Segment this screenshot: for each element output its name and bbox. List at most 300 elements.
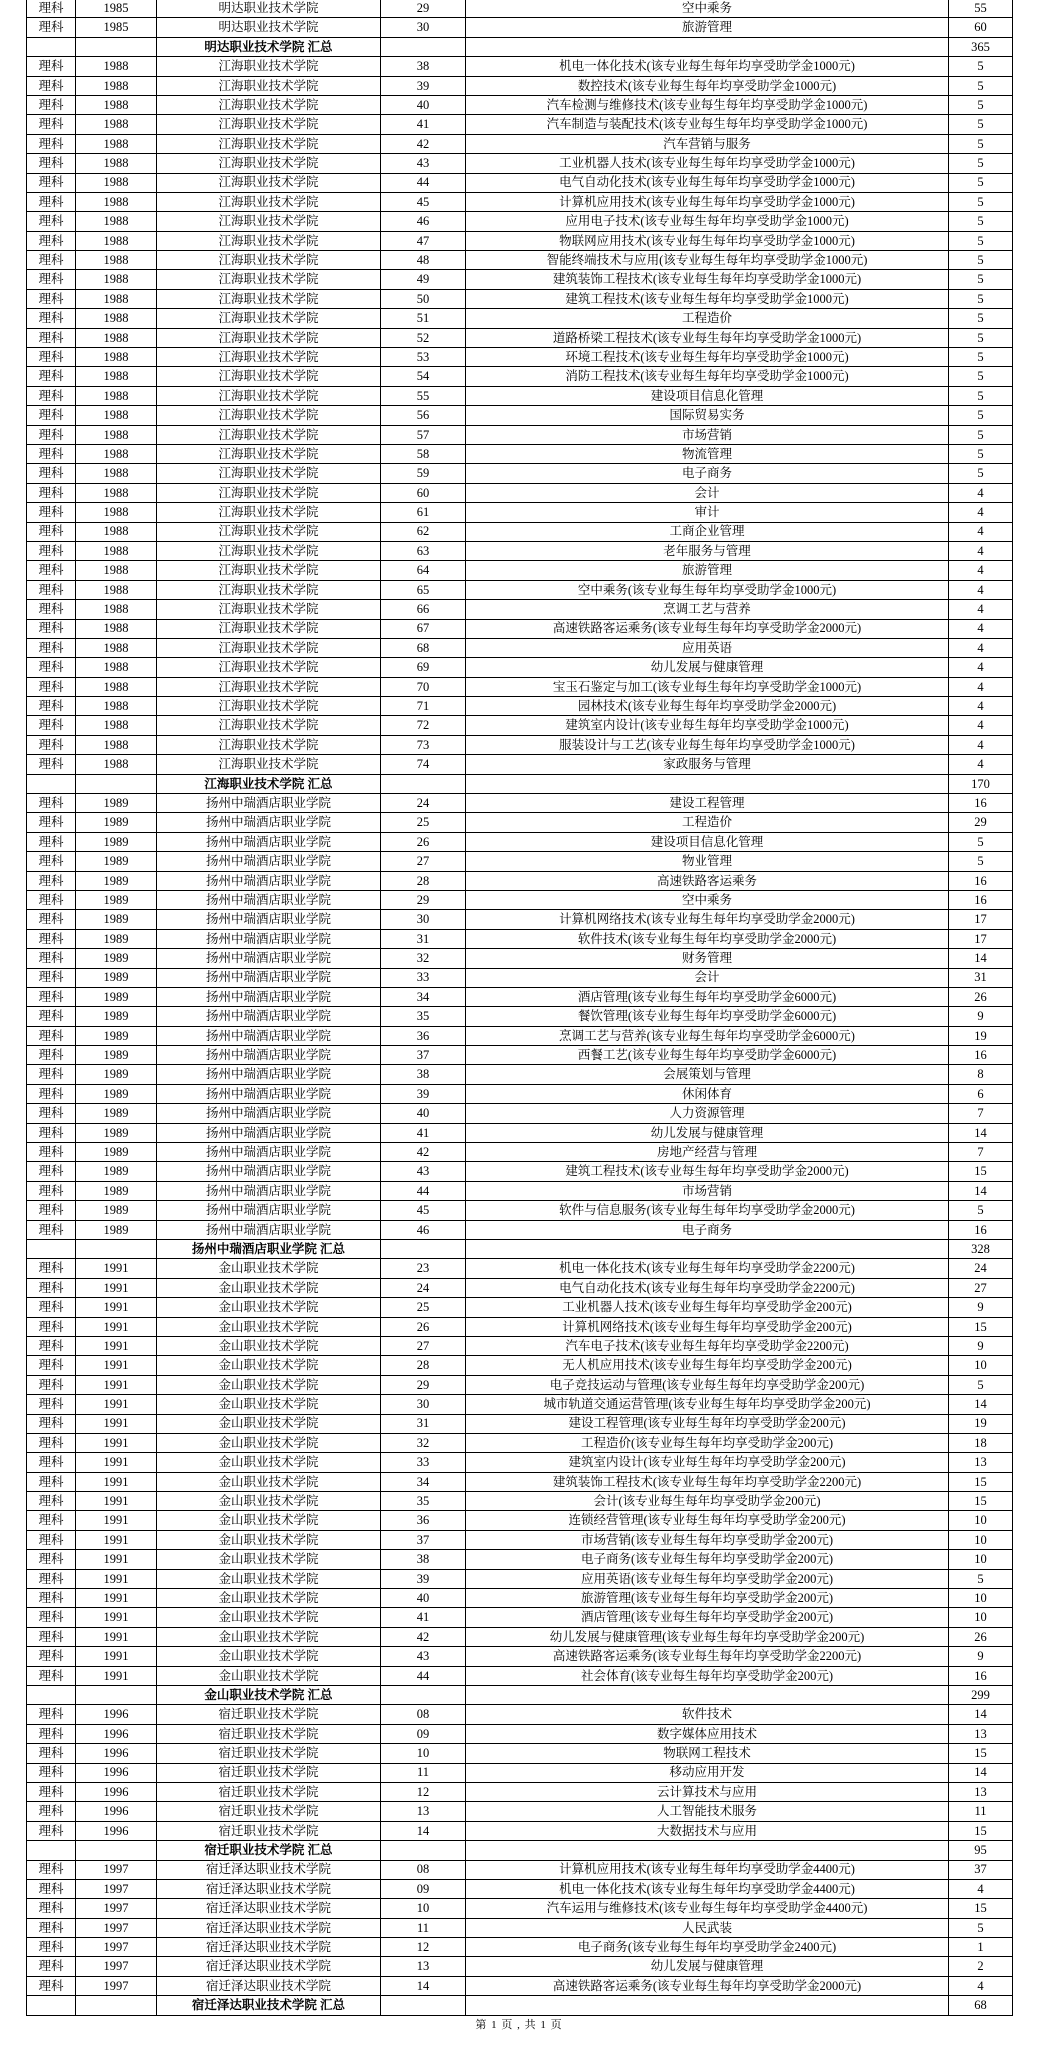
major-cell xyxy=(466,1996,949,2015)
college-cell: 金山职业技术学院 xyxy=(157,1511,381,1530)
count-cell: 14 xyxy=(949,1123,1013,1142)
year-cell xyxy=(76,1841,157,1860)
major-cell: 宝玉石鉴定与加工(该专业每生每年均享受助学金1000元) xyxy=(466,677,949,696)
year-cell: 1988 xyxy=(76,619,157,638)
table-row xyxy=(27,1782,1013,1801)
table-row xyxy=(27,1026,1013,1045)
college-cell: 扬州中瑞酒店职业学院 xyxy=(157,794,381,813)
major-code-cell: 33 xyxy=(381,1453,466,1472)
year-cell: 1989 xyxy=(76,871,157,890)
table-row xyxy=(27,987,1013,1006)
year-cell: 1996 xyxy=(76,1821,157,1840)
count-cell: 7 xyxy=(949,1143,1013,1162)
year-cell xyxy=(76,37,157,56)
major-code-cell: 36 xyxy=(381,1511,466,1530)
college-cell: 江海职业技术学院 xyxy=(157,309,381,328)
category-cell: 理科 xyxy=(27,619,76,638)
major-cell: 房地产经营与管理 xyxy=(466,1143,949,1162)
year-cell: 1988 xyxy=(76,638,157,657)
table-row xyxy=(27,755,1013,774)
major-cell: 酒店管理(该专业每生每年均享受助学金200元) xyxy=(466,1608,949,1627)
table-row xyxy=(27,697,1013,716)
table-row xyxy=(27,1104,1013,1123)
major-code-cell: 61 xyxy=(381,503,466,522)
category-cell: 理科 xyxy=(27,1724,76,1743)
college-cell: 扬州中瑞酒店职业学院 汇总 xyxy=(157,1240,381,1259)
count-cell: 19 xyxy=(949,1414,1013,1433)
college-cell: 宿迁泽达职业技术学院 xyxy=(157,1918,381,1937)
table-row xyxy=(27,192,1013,211)
year-cell: 1997 xyxy=(76,1860,157,1879)
count-cell: 15 xyxy=(949,1162,1013,1181)
year-cell: 1989 xyxy=(76,1104,157,1123)
category-cell: 理科 xyxy=(27,1763,76,1782)
count-cell: 10 xyxy=(949,1589,1013,1608)
category-cell: 理科 xyxy=(27,1802,76,1821)
major-code-cell: 74 xyxy=(381,755,466,774)
category-cell xyxy=(27,1685,76,1704)
table-row xyxy=(27,1084,1013,1103)
major-code-cell: 35 xyxy=(381,1492,466,1511)
category-cell: 理科 xyxy=(27,832,76,851)
count-cell: 10 xyxy=(949,1356,1013,1375)
major-code-cell: 29 xyxy=(381,890,466,909)
major-code-cell: 37 xyxy=(381,1530,466,1549)
major-cell: 审计 xyxy=(466,503,949,522)
major-cell: 物业管理 xyxy=(466,852,949,871)
table-row xyxy=(27,1860,1013,1879)
year-cell: 1988 xyxy=(76,251,157,270)
category-cell: 理科 xyxy=(27,1589,76,1608)
college-cell: 江海职业技术学院 xyxy=(157,425,381,444)
major-code-cell: 43 xyxy=(381,154,466,173)
major-code-cell: 31 xyxy=(381,1414,466,1433)
count-cell: 68 xyxy=(949,1996,1013,2015)
count-cell: 5 xyxy=(949,134,1013,153)
major-code-cell: 43 xyxy=(381,1162,466,1181)
count-cell: 5 xyxy=(949,212,1013,231)
table-row xyxy=(27,212,1013,231)
major-cell: 应用电子技术(该专业每生每年均享受助学金1000元) xyxy=(466,212,949,231)
year-cell: 1997 xyxy=(76,1879,157,1898)
major-code-cell: 27 xyxy=(381,1336,466,1355)
major-code-cell: 31 xyxy=(381,929,466,948)
major-code-cell: 13 xyxy=(381,1957,466,1976)
college-cell: 明达职业技术学院 汇总 xyxy=(157,37,381,56)
year-cell: 1988 xyxy=(76,348,157,367)
year-cell: 1991 xyxy=(76,1395,157,1414)
major-code-cell: 34 xyxy=(381,987,466,1006)
major-cell: 建筑装饰工程技术(该专业每生每年均享受助学金1000元) xyxy=(466,270,949,289)
year-cell: 1988 xyxy=(76,115,157,134)
year-cell: 1988 xyxy=(76,289,157,308)
table-row xyxy=(27,1938,1013,1957)
major-cell: 空中乘务 xyxy=(466,890,949,909)
count-cell: 4 xyxy=(949,483,1013,502)
major-cell: 计算机网络技术(该专业每生每年均享受助学金200元) xyxy=(466,1317,949,1336)
year-cell: 1991 xyxy=(76,1511,157,1530)
count-cell: 10 xyxy=(949,1550,1013,1569)
major-code-cell: 26 xyxy=(381,832,466,851)
major-cell: 社会体育(该专业每生每年均享受助学金200元) xyxy=(466,1666,949,1685)
college-cell: 江海职业技术学院 xyxy=(157,348,381,367)
college-cell: 江海职业技术学院 xyxy=(157,697,381,716)
count-cell: 5 xyxy=(949,386,1013,405)
category-cell: 理科 xyxy=(27,348,76,367)
year-cell: 1996 xyxy=(76,1782,157,1801)
major-cell: 机电一体化技术(该专业每生每年均享受助学金1000元) xyxy=(466,57,949,76)
category-cell: 理科 xyxy=(27,1492,76,1511)
category-cell: 理科 xyxy=(27,464,76,483)
major-code-cell: 44 xyxy=(381,173,466,192)
major-cell: 休闲体育 xyxy=(466,1084,949,1103)
year-cell: 1988 xyxy=(76,386,157,405)
category-cell: 理科 xyxy=(27,968,76,987)
table-row xyxy=(27,1181,1013,1200)
summary-row xyxy=(27,1240,1013,1259)
table-row xyxy=(27,735,1013,754)
major-code-cell: 23 xyxy=(381,1259,466,1278)
count-cell: 27 xyxy=(949,1278,1013,1297)
count-cell: 5 xyxy=(949,425,1013,444)
major-code-cell: 41 xyxy=(381,1608,466,1627)
major-cell: 市场营销 xyxy=(466,1181,949,1200)
category-cell xyxy=(27,1240,76,1259)
table-row xyxy=(27,1918,1013,1937)
table-row xyxy=(27,1220,1013,1239)
major-cell: 家政服务与管理 xyxy=(466,755,949,774)
year-cell: 1985 xyxy=(76,18,157,37)
year-cell: 1997 xyxy=(76,1899,157,1918)
college-cell: 宿迁职业技术学院 xyxy=(157,1763,381,1782)
year-cell: 1991 xyxy=(76,1627,157,1646)
college-cell: 金山职业技术学院 xyxy=(157,1375,381,1394)
table-row xyxy=(27,1007,1013,1026)
major-code-cell: 62 xyxy=(381,522,466,541)
major-code-cell: 33 xyxy=(381,968,466,987)
page-indicator: 第 1 页 , 共 1 页 xyxy=(475,2019,563,2031)
year-cell: 1989 xyxy=(76,1201,157,1220)
college-cell: 扬州中瑞酒店职业学院 xyxy=(157,968,381,987)
major-code-cell: 60 xyxy=(381,483,466,502)
category-cell: 理科 xyxy=(27,522,76,541)
count-cell: 2 xyxy=(949,1957,1013,1976)
category-cell xyxy=(27,37,76,56)
college-cell: 江海职业技术学院 xyxy=(157,677,381,696)
major-code-cell: 30 xyxy=(381,1395,466,1414)
college-cell: 扬州中瑞酒店职业学院 xyxy=(157,1181,381,1200)
count-cell: 14 xyxy=(949,1705,1013,1724)
college-cell: 宿迁职业技术学院 xyxy=(157,1802,381,1821)
table-row xyxy=(27,270,1013,289)
category-cell: 理科 xyxy=(27,1278,76,1297)
count-cell: 9 xyxy=(949,1298,1013,1317)
major-code-cell: 67 xyxy=(381,619,466,638)
category-cell: 理科 xyxy=(27,154,76,173)
major-cell xyxy=(466,1240,949,1259)
major-code-cell: 40 xyxy=(381,1104,466,1123)
college-cell: 金山职业技术学院 xyxy=(157,1627,381,1646)
major-code-cell: 11 xyxy=(381,1918,466,1937)
major-code-cell: 38 xyxy=(381,1550,466,1569)
table-row xyxy=(27,600,1013,619)
category-cell: 理科 xyxy=(27,212,76,231)
major-code-cell xyxy=(381,37,466,56)
table-row xyxy=(27,289,1013,308)
table-row xyxy=(27,1259,1013,1278)
category-cell: 理科 xyxy=(27,677,76,696)
college-cell: 金山职业技术学院 xyxy=(157,1453,381,1472)
table-row xyxy=(27,1666,1013,1685)
college-cell: 江海职业技术学院 xyxy=(157,638,381,657)
category-cell: 理科 xyxy=(27,1143,76,1162)
year-cell: 1991 xyxy=(76,1569,157,1588)
college-cell: 金山职业技术学院 xyxy=(157,1336,381,1355)
college-cell: 扬州中瑞酒店职业学院 xyxy=(157,1104,381,1123)
category-cell: 理科 xyxy=(27,929,76,948)
count-cell: 24 xyxy=(949,1259,1013,1278)
major-cell xyxy=(466,1841,949,1860)
count-cell: 5 xyxy=(949,251,1013,270)
category-cell: 理科 xyxy=(27,1608,76,1627)
college-cell: 宿迁泽达职业技术学院 xyxy=(157,1899,381,1918)
college-cell: 江海职业技术学院 xyxy=(157,289,381,308)
table-row xyxy=(27,95,1013,114)
major-cell: 电子商务(该专业每生每年均享受助学金200元) xyxy=(466,1550,949,1569)
college-cell: 江海职业技术学院 xyxy=(157,600,381,619)
major-code-cell: 44 xyxy=(381,1181,466,1200)
count-cell: 5 xyxy=(949,95,1013,114)
major-code-cell: 58 xyxy=(381,444,466,463)
count-cell: 170 xyxy=(949,774,1013,793)
count-cell: 13 xyxy=(949,1782,1013,1801)
major-cell: 人民武装 xyxy=(466,1918,949,1937)
category-cell: 理科 xyxy=(27,1782,76,1801)
summary-row xyxy=(27,1996,1013,2015)
category-cell: 理科 xyxy=(27,192,76,211)
year-cell: 1989 xyxy=(76,1026,157,1045)
college-cell: 宿迁职业技术学院 xyxy=(157,1782,381,1801)
category-cell: 理科 xyxy=(27,1627,76,1646)
year-cell: 1997 xyxy=(76,1918,157,1937)
count-cell: 8 xyxy=(949,1065,1013,1084)
count-cell: 16 xyxy=(949,1046,1013,1065)
major-cell: 无人机应用技术(该专业每生每年均享受助学金200元) xyxy=(466,1356,949,1375)
category-cell: 理科 xyxy=(27,871,76,890)
year-cell: 1988 xyxy=(76,483,157,502)
year-cell: 1991 xyxy=(76,1259,157,1278)
major-code-cell: 24 xyxy=(381,794,466,813)
category-cell: 理科 xyxy=(27,1511,76,1530)
college-cell: 扬州中瑞酒店职业学院 xyxy=(157,1123,381,1142)
major-cell: 幼儿发展与健康管理 xyxy=(466,658,949,677)
major-code-cell: 63 xyxy=(381,541,466,560)
major-code-cell: 27 xyxy=(381,852,466,871)
major-cell: 人工智能技术服务 xyxy=(466,1802,949,1821)
year-cell: 1991 xyxy=(76,1647,157,1666)
count-cell: 5 xyxy=(949,76,1013,95)
count-cell: 15 xyxy=(949,1821,1013,1840)
count-cell: 4 xyxy=(949,1879,1013,1898)
major-code-cell: 48 xyxy=(381,251,466,270)
major-cell: 城市轨道交通运营管理(该专业每生每年均享受助学金200元) xyxy=(466,1395,949,1414)
major-cell xyxy=(466,37,949,56)
major-code-cell: 59 xyxy=(381,464,466,483)
major-cell: 物联网应用技术(该专业每生每年均享受助学金1000元) xyxy=(466,231,949,250)
category-cell: 理科 xyxy=(27,987,76,1006)
college-cell: 金山职业技术学院 xyxy=(157,1414,381,1433)
category-cell: 理科 xyxy=(27,1705,76,1724)
count-cell: 7 xyxy=(949,1104,1013,1123)
table-row xyxy=(27,1201,1013,1220)
count-cell: 4 xyxy=(949,503,1013,522)
count-cell: 299 xyxy=(949,1685,1013,1704)
college-cell: 扬州中瑞酒店职业学院 xyxy=(157,929,381,948)
count-cell: 16 xyxy=(949,871,1013,890)
major-code-cell: 42 xyxy=(381,1143,466,1162)
year-cell: 1991 xyxy=(76,1414,157,1433)
count-cell: 5 xyxy=(949,231,1013,250)
year-cell: 1991 xyxy=(76,1317,157,1336)
major-cell: 空中乘务 xyxy=(466,0,949,18)
year-cell: 1989 xyxy=(76,1162,157,1181)
major-code-cell xyxy=(381,1996,466,2015)
category-cell: 理科 xyxy=(27,1220,76,1239)
major-cell: 连锁经营管理(该专业每生每年均享受助学金200元) xyxy=(466,1511,949,1530)
college-cell: 宿迁职业技术学院 xyxy=(157,1705,381,1724)
college-cell: 江海职业技术学院 xyxy=(157,464,381,483)
year-cell: 1991 xyxy=(76,1550,157,1569)
summary-row xyxy=(27,37,1013,56)
major-code-cell: 69 xyxy=(381,658,466,677)
college-cell: 金山职业技术学院 xyxy=(157,1433,381,1452)
major-code-cell xyxy=(381,1841,466,1860)
college-cell: 扬州中瑞酒店职业学院 xyxy=(157,813,381,832)
table-row xyxy=(27,1530,1013,1549)
table-row xyxy=(27,1589,1013,1608)
count-cell: 1 xyxy=(949,1938,1013,1957)
major-cell: 机电一体化技术(该专业每生每年均享受助学金4400元) xyxy=(466,1879,949,1898)
year-cell: 1988 xyxy=(76,561,157,580)
year-cell: 1988 xyxy=(76,464,157,483)
category-cell: 理科 xyxy=(27,289,76,308)
college-cell: 江海职业技术学院 xyxy=(157,154,381,173)
category-cell: 理科 xyxy=(27,1899,76,1918)
year-cell: 1989 xyxy=(76,890,157,909)
major-code-cell: 53 xyxy=(381,348,466,367)
major-code-cell: 72 xyxy=(381,716,466,735)
table-row xyxy=(27,658,1013,677)
category-cell: 理科 xyxy=(27,386,76,405)
major-cell: 幼儿发展与健康管理 xyxy=(466,1123,949,1142)
count-cell: 5 xyxy=(949,154,1013,173)
major-cell: 电子竞技运动与管理(该专业每生每年均享受助学金200元) xyxy=(466,1375,949,1394)
table-row xyxy=(27,1278,1013,1297)
major-cell: 高速铁路客运乘务(该专业每生每年均享受助学金2000元) xyxy=(466,1976,949,1995)
count-cell: 5 xyxy=(949,270,1013,289)
major-cell: 旅游管理 xyxy=(466,18,949,37)
major-code-cell: 12 xyxy=(381,1938,466,1957)
count-cell: 5 xyxy=(949,406,1013,425)
year-cell: 1991 xyxy=(76,1530,157,1549)
college-cell: 江海职业技术学院 xyxy=(157,580,381,599)
college-cell: 江海职业技术学院 汇总 xyxy=(157,774,381,793)
count-cell: 14 xyxy=(949,949,1013,968)
major-code-cell: 39 xyxy=(381,1569,466,1588)
count-cell: 4 xyxy=(949,1976,1013,1995)
major-cell: 旅游管理 xyxy=(466,561,949,580)
category-cell: 理科 xyxy=(27,697,76,716)
table-row xyxy=(27,522,1013,541)
year-cell: 1991 xyxy=(76,1278,157,1297)
count-cell: 15 xyxy=(949,1899,1013,1918)
count-cell: 16 xyxy=(949,1666,1013,1685)
college-cell: 明达职业技术学院 xyxy=(157,18,381,37)
major-code-cell: 24 xyxy=(381,1278,466,1297)
major-cell: 汽车运用与维修技术(该专业每生每年均享受助学金4400元) xyxy=(466,1899,949,1918)
major-cell: 服装设计与工艺(该专业每生每年均享受助学金1000元) xyxy=(466,735,949,754)
college-cell: 扬州中瑞酒店职业学院 xyxy=(157,1201,381,1220)
category-cell: 理科 xyxy=(27,270,76,289)
count-cell: 26 xyxy=(949,987,1013,1006)
table-row xyxy=(27,251,1013,270)
major-cell: 应用英语(该专业每生每年均享受助学金200元) xyxy=(466,1569,949,1588)
count-cell: 328 xyxy=(949,1240,1013,1259)
category-cell: 理科 xyxy=(27,1026,76,1045)
category-cell: 理科 xyxy=(27,910,76,929)
major-code-cell: 28 xyxy=(381,871,466,890)
category-cell: 理科 xyxy=(27,1375,76,1394)
major-code-cell xyxy=(381,1240,466,1259)
table-row xyxy=(27,1976,1013,1995)
year-cell: 1991 xyxy=(76,1433,157,1452)
major-cell: 工程造价 xyxy=(466,309,949,328)
major-cell: 建筑工程技术(该专业每生每年均享受助学金1000元) xyxy=(466,289,949,308)
major-code-cell: 10 xyxy=(381,1744,466,1763)
college-cell: 江海职业技术学院 xyxy=(157,212,381,231)
college-cell: 江海职业技术学院 xyxy=(157,483,381,502)
college-cell: 扬州中瑞酒店职业学院 xyxy=(157,1162,381,1181)
major-code-cell: 40 xyxy=(381,1589,466,1608)
year-cell: 1991 xyxy=(76,1375,157,1394)
count-cell: 9 xyxy=(949,1007,1013,1026)
major-cell: 大数据技术与应用 xyxy=(466,1821,949,1840)
table-row xyxy=(27,309,1013,328)
category-cell: 理科 xyxy=(27,1007,76,1026)
count-cell: 5 xyxy=(949,173,1013,192)
category-cell: 理科 xyxy=(27,1530,76,1549)
major-cell: 建设项目信息化管理 xyxy=(466,832,949,851)
year-cell: 1989 xyxy=(76,1143,157,1162)
count-cell: 5 xyxy=(949,57,1013,76)
count-cell: 4 xyxy=(949,600,1013,619)
major-cell: 数字媒体应用技术 xyxy=(466,1724,949,1743)
college-cell: 江海职业技术学院 xyxy=(157,444,381,463)
major-code-cell: 32 xyxy=(381,1433,466,1452)
year-cell: 1991 xyxy=(76,1492,157,1511)
year-cell: 1989 xyxy=(76,1181,157,1200)
college-cell: 金山职业技术学院 xyxy=(157,1666,381,1685)
college-cell: 宿迁职业技术学院 汇总 xyxy=(157,1841,381,1860)
college-cell: 金山职业技术学院 xyxy=(157,1356,381,1375)
count-cell: 15 xyxy=(949,1317,1013,1336)
year-cell: 1988 xyxy=(76,697,157,716)
major-cell: 工程造价 xyxy=(466,813,949,832)
college-cell: 扬州中瑞酒店职业学院 xyxy=(157,890,381,909)
major-cell: 幼儿发展与健康管理(该专业每生每年均享受助学金200元) xyxy=(466,1627,949,1646)
college-cell: 扬州中瑞酒店职业学院 xyxy=(157,1220,381,1239)
count-cell: 5 xyxy=(949,309,1013,328)
